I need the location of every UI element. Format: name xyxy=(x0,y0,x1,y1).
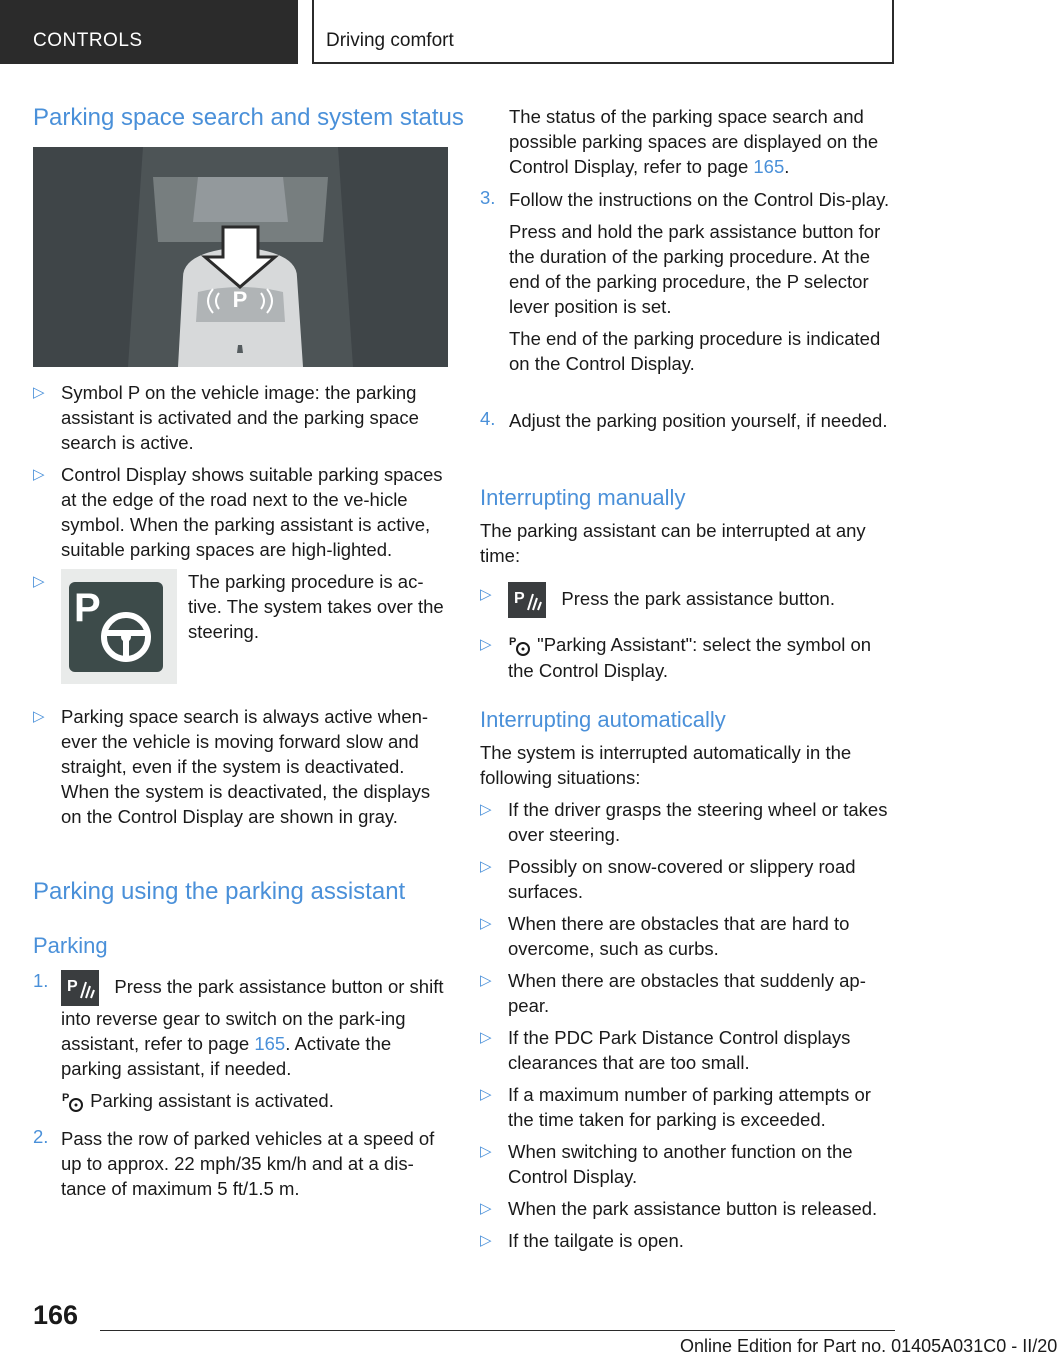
bullet-triangle-icon: ▷ xyxy=(480,858,492,875)
bullet-triangle-icon: ▷ xyxy=(480,1200,492,1217)
page-link[interactable]: 165 xyxy=(254,1033,286,1054)
list-item: ▷ P Press the park assistance button. xyxy=(480,582,900,618)
parking-assistant-icon xyxy=(61,1090,85,1114)
park-assist-button-icon xyxy=(508,582,546,618)
svg-text:P: P xyxy=(514,590,525,607)
list-item: ▷ If the tailgate is open. xyxy=(480,1230,684,1251)
header-section-tab xyxy=(0,0,298,64)
list-item: ▷ When there are obstacles that are hard to overcome, such as curbs. xyxy=(480,913,850,959)
step-2: 2. Pass the row of parked vehicles at a speed of up to approx. 22 mph/35 km/h and at a dis-tance of maximum 5 ft/1.5 m. xyxy=(33,1126,435,1199)
list-item: ▷ When there are obstacles that suddenly ap-pear. xyxy=(480,970,866,1016)
bullet-triangle-icon: ▷ xyxy=(480,972,492,989)
bullet-triangle-icon: ▷ xyxy=(480,801,492,818)
list-item: ▷ Control Display shows suitable parking spaces at the edge of the road next to the ve-hicle symbol. When the parking assistant is active, suitable parking spaces are high-lighted. xyxy=(33,464,443,560)
svg-text:P: P xyxy=(232,287,248,312)
bullet-triangle-icon: ▷ xyxy=(480,586,492,603)
header-chapter-label: Driving comfort xyxy=(326,30,454,51)
list-item: ▷ If the PDC Park Distance Control displays clearances that are too small. xyxy=(480,1027,851,1073)
bullet-triangle-icon: ▷ xyxy=(33,708,45,725)
bullet-triangle-icon: ▷ xyxy=(33,466,45,483)
step-4: 4. Adjust the parking position yourself, if needed. xyxy=(480,408,888,431)
header-chapter-tab xyxy=(312,0,894,64)
list-item: ▷ When the park assistance button is released. xyxy=(480,1198,878,1219)
list-item: ▷ Possibly on snow-covered or slippery road surfaces. xyxy=(480,856,856,902)
bullet-triangle-icon: ▷ xyxy=(480,1143,492,1160)
bullet-triangle-icon: ▷ xyxy=(480,636,492,653)
heading-parking-using-assistant: Parking using the parking assistant xyxy=(33,878,406,905)
vehicle-display-image xyxy=(33,147,448,367)
heading-search-status: Parking space search and system status xyxy=(33,104,464,131)
list-item: ▷ P The parking procedure is ac-tive. The system takes over the steering. xyxy=(33,569,448,684)
svg-text:P: P xyxy=(62,1092,70,1105)
svg-text:P: P xyxy=(74,586,101,630)
heading-interrupting-manually: Interrupting manually xyxy=(480,485,686,510)
heading-parking: Parking xyxy=(33,933,108,958)
parking-assistant-icon xyxy=(508,634,532,658)
list-item: ▷ If the driver grasps the steering wheel or takes over steering. xyxy=(480,799,888,845)
edition-info: Online Edition for Part no. 01405A031C0 - II/20 xyxy=(680,1336,1057,1356)
bullet-triangle-icon: ▷ xyxy=(480,1029,492,1046)
list-item: ▷ When switching to another function on the Control Display. xyxy=(480,1141,853,1187)
step-3: 3. Follow the instructions on the Control Dis-play. Press and hold the park assistance button for the duration of the parking procedure. At the end of the parking procedure, the P selector lever position is set. The end of the parking procedure is indicated on the Control Display. xyxy=(480,187,890,374)
page-link[interactable]: 165 xyxy=(753,156,785,177)
svg-text:P: P xyxy=(509,636,517,649)
list-item: ▷ Parking space search is always active when-ever the vehicle is moving forward slow and straight, even if the system is deactivated. When the system is deactivated, the displays on the Control Display are shown in gray. xyxy=(33,706,431,827)
vehicle-p-symbol-illustration xyxy=(33,147,448,367)
step-1: 1. P Press the park assistance button or shift into reverse gear to switch on the park-ing assistant, refer to page 165. Activate the parking assistant, if needed. P Parking assistant is activated. xyxy=(33,970,448,1114)
auto-section: The system is interrupted automatically in the following situations: ▷ If the driver grasps the steering wheel or takes over steering. ▷ Possibly on snow-covered or slippery road surfaces. ▷ When there are obstacles that are hard to overcome, such as curbs. ▷ When there are obstacles that suddenly ap-pear. ▷ If the PDC Park Distance Control displays clearances that are too small. ▷ If a maximum number of parking attempts or the time taken for parking is exceeded. ▷ When switching to another function on the Control Display. ▷ When the park assistance button is released. ▷ If the tailgate is open. xyxy=(480,740,900,1253)
manual-section: The parking assistant can be interrupted at any time: ▷ P Press the park assistance button. ▷ P "Parking Assistant": select the symbol on the Control Display. xyxy=(480,518,900,683)
heading-interrupting-automatically: Interrupting automatically xyxy=(480,707,726,732)
steering-p-icon xyxy=(61,569,177,684)
park-assist-button-icon xyxy=(61,970,99,1006)
header-section-label: CONTROLS xyxy=(33,30,143,51)
list-item: ▷ Symbol P on the vehicle image: the parking assistant is activated and the parking space search is active. xyxy=(33,382,419,453)
bullet-triangle-icon: ▷ xyxy=(33,573,45,590)
list-item: ▷ P "Parking Assistant": select the symbol on the Control Display. xyxy=(480,634,872,682)
step-2-continued: The status of the parking space search and possible parking spaces are displayed on the Control Display, refer to page 165. xyxy=(509,106,879,177)
footer-divider xyxy=(100,1330,895,1331)
status-bullet-list xyxy=(33,380,448,829)
bullet-triangle-icon: ▷ xyxy=(480,915,492,932)
svg-text:P: P xyxy=(67,978,78,995)
bullet-triangle-icon: ▷ xyxy=(33,384,45,401)
page-number: 166 xyxy=(33,1300,79,1330)
list-item: ▷ If a maximum number of parking attempts or the time taken for parking is exceeded. xyxy=(480,1084,871,1130)
bullet-triangle-icon: ▷ xyxy=(480,1232,492,1249)
bullet-triangle-icon: ▷ xyxy=(480,1086,492,1103)
